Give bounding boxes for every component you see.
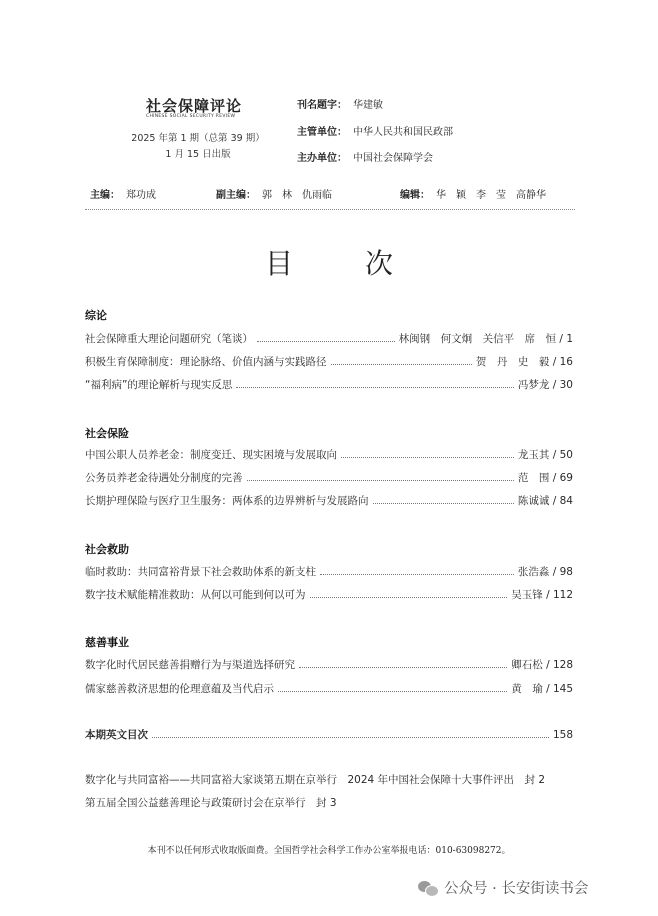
section-heading: 社会保险 <box>85 427 129 440</box>
dot-leader <box>341 457 514 458</box>
english-toc-title: 本期英文目次 <box>85 729 148 741</box>
issue-number: 2025 年第 1 期（总第 39 期） <box>131 133 265 144</box>
meta-value: 中华人民共和国民政部 <box>353 127 453 138</box>
entry-title: 中国公职人员养老金：制度变迁、现实困境与发展取向 <box>85 449 337 461</box>
section-heading: 社会救助 <box>85 543 129 556</box>
dot-leader <box>373 503 514 504</box>
fee-notice: 本刊不以任何形式收取版面费。全国哲学社会科学工作办公室举报电话：010-63098272。 <box>147 846 511 856</box>
entry-title: 社会保障重大理论问题研究（笔谈） <box>85 333 253 345</box>
editor-label: 编辑： <box>400 190 430 201</box>
dot-leader <box>299 667 507 668</box>
journal-logo-subtitle: CHINESE SOCIAL SECURITY REVIEW <box>146 114 236 119</box>
watermark-text: 公众号 · 长安街读书会 <box>444 881 589 897</box>
divider <box>85 209 575 210</box>
meta-value: 华建敏 <box>353 100 383 111</box>
entry-page: / 16 <box>549 356 573 368</box>
dot-leader <box>320 574 514 575</box>
journal-logo: 社会保障评论 <box>146 97 243 115</box>
toc-entry[interactable] <box>85 564 573 580</box>
meta-value: 中国社会保障学会 <box>353 153 433 164</box>
entry-page: / 145 <box>542 683 573 695</box>
entry-title: 儒家慈善救济思想的伦理意蕴及当代启示 <box>85 683 274 695</box>
entry-title: 数字技术赋能精准救助：从何以可能到何以可为 <box>85 589 306 601</box>
dot-leader <box>331 364 472 365</box>
editor-value: 华 颖 李 莹 高静华 <box>436 190 546 201</box>
editors <box>400 186 546 201</box>
dot-leader <box>278 691 507 692</box>
meta-calligraphy <box>297 96 383 111</box>
entry-page: 158 <box>552 729 573 741</box>
meta-supervisor <box>297 123 453 138</box>
entry-author: 张浩淼 <box>517 566 550 578</box>
cover-news-line: 第五届全国公益慈善理论与政策研讨会在京举行 封 3 <box>85 797 337 809</box>
publish-date: 1 月 15 日出版 <box>165 149 231 160</box>
toc-entry[interactable] <box>85 681 573 697</box>
editor-value: 郭 林 仇雨临 <box>262 190 332 201</box>
entry-author: 吴玉锋 <box>511 589 543 601</box>
entry-author: 林闽钢 何文炯 关信平 席 恒 <box>398 333 557 345</box>
editor-label: 主编： <box>90 190 120 201</box>
cover-news-line: 数字化与共同富裕——共同富裕大家谈第五期在京举行 2024 年中国社会保障十大事件评出 封 2 <box>85 774 546 786</box>
entry-title: 长期护理保险与医疗卫生服务：两体系的边界辨析与发展路向 <box>85 495 369 507</box>
entry-page: / 69 <box>549 472 573 484</box>
entry-author: 陈诚诚 <box>517 495 550 507</box>
dot-leader <box>310 597 508 598</box>
toc-entry[interactable] <box>85 493 573 509</box>
meta-label: 主办单位： <box>297 153 347 164</box>
entry-author: 冯梦龙 <box>517 379 550 391</box>
section-heading: 综论 <box>85 309 107 322</box>
editor-label: 副主编： <box>216 190 256 201</box>
dot-leader <box>236 387 514 388</box>
toc-entry[interactable] <box>85 470 573 486</box>
toc-title: 目 次 <box>264 247 415 280</box>
wechat-watermark <box>418 877 588 898</box>
entry-title: 数字化时代居民慈善捐赠行为与渠道选择研究 <box>85 659 295 671</box>
section-heading: 慈善事业 <box>85 636 129 649</box>
entry-page: / 30 <box>549 379 573 391</box>
entry-author: 贺 丹 史 毅 <box>475 356 550 368</box>
entry-page: / 1 <box>556 333 573 345</box>
entry-title: 积极生育保障制度：理论脉络、价值内涵与实践路径 <box>85 356 327 368</box>
entry-page: / 112 <box>542 589 573 601</box>
entry-page: / 98 <box>549 566 573 578</box>
entry-title: “福利病”的理论解析与现实反思 <box>85 379 233 391</box>
toc-entry[interactable] <box>85 587 573 603</box>
entry-title: 公务员养老金待遇处分制度的完善 <box>85 472 243 484</box>
toc-entry[interactable] <box>85 354 573 370</box>
chief-editor <box>90 186 156 201</box>
toc-entry[interactable] <box>85 447 573 463</box>
entry-page: / 50 <box>549 449 573 461</box>
entry-page: / 128 <box>542 659 573 671</box>
dot-leader <box>152 737 549 738</box>
entry-title: 临时救助：共同富裕背景下社会救助体系的新支柱 <box>85 566 316 578</box>
dot-leader <box>247 480 514 481</box>
entry-page: / 84 <box>549 495 573 507</box>
meta-label: 刊名题字： <box>297 100 347 111</box>
meta-sponsor <box>297 149 433 164</box>
toc-entry[interactable] <box>85 331 573 347</box>
entry-author: 卿石松 <box>511 659 543 671</box>
entry-author: 龙玉其 <box>517 449 550 461</box>
deputy-editor <box>216 186 332 201</box>
dot-leader <box>257 341 395 342</box>
wechat-icon <box>418 879 438 896</box>
english-toc-entry[interactable] <box>85 727 573 743</box>
entry-author: 范 围 <box>517 472 550 484</box>
toc-entry[interactable] <box>85 657 573 673</box>
toc-entry[interactable] <box>85 377 573 393</box>
meta-label: 主管单位： <box>297 127 347 138</box>
entry-author: 黄 瑜 <box>511 683 543 695</box>
editor-value: 郑功成 <box>126 190 156 201</box>
